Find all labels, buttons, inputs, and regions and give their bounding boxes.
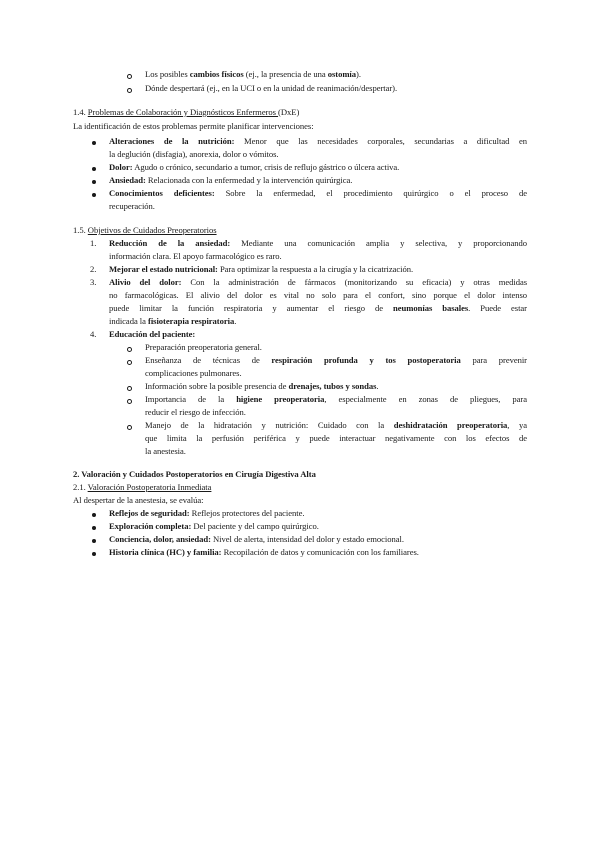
circle-bullet-icon bbox=[127, 386, 132, 391]
assessment-item-consciousness: Conciencia, dolor, ansiedad: Nivel de alerta, intensidad del dolor y estado emocional. bbox=[109, 534, 404, 544]
bullet-icon bbox=[92, 513, 96, 517]
dx-item-knowledge-line1: Conocimientos deficientes: Sobre la enfermedad, el procedimiento quirúrgico o el proceso de bbox=[109, 188, 527, 198]
education-item-hydration-line3: la anestesia. bbox=[145, 446, 186, 456]
dx-item-anxiety: Ansiedad: Relacionada con la enfermedad y la intervención quirúrgica. bbox=[109, 175, 353, 185]
section-2-heading: 2. Valoración y Cuidados Postoperatorios en Cirugía Digestiva Alta bbox=[73, 469, 316, 479]
section-1-4-heading: 1.4. Problemas de Colaboración y Diagnósticos Enfermeros (DxE) bbox=[73, 107, 300, 117]
bullet-icon bbox=[92, 180, 96, 184]
circle-bullet-icon bbox=[127, 88, 132, 93]
dx-item-nutrition-line1: Alteraciones de la nutrición: Menor que las necesidades corporales, secundarias a dificultad en bbox=[109, 136, 527, 146]
circle-bullet-icon bbox=[127, 347, 132, 352]
objective-number: 2. bbox=[90, 264, 97, 274]
circle-bullet-icon bbox=[127, 360, 132, 365]
circle-bullet-icon bbox=[127, 425, 132, 430]
education-item-drains: Información sobre la posible presencia de drenajes, tubos y sondas. bbox=[145, 381, 379, 391]
objective-education: Educación del paciente: bbox=[109, 329, 196, 339]
education-item-general: Preparación preoperatoria general. bbox=[145, 342, 262, 352]
bullet-icon bbox=[92, 167, 96, 171]
objective-number: 1. bbox=[90, 238, 97, 248]
circle-bullet-icon bbox=[127, 399, 132, 404]
bullet-icon bbox=[92, 193, 96, 197]
section-2-1-intro: Al despertar de la anestesia, se evalúa: bbox=[73, 495, 204, 505]
education-item-hygiene-line1: Importancia de la higiene preoperatoria, especialmente en zonas de pliegues, para bbox=[145, 394, 527, 404]
objective-pain-line3: puede limitar la función respiratoria y aumentar el riesgo de neumonías basales. Puede estar bbox=[109, 303, 527, 313]
bullet-icon bbox=[92, 141, 96, 145]
dx-item-pain: Dolor: Agudo o crónico, secundario a tumor, crisis de reflujo gástrico o úlcera activa. bbox=[109, 162, 400, 172]
section-2-1-heading: 2.1. Valoración Postoperatoria Inmediata bbox=[73, 482, 212, 492]
education-item-hygiene-line2: reducir el riesgo de infección. bbox=[145, 407, 246, 417]
assessment-item-history: Historia clínica (HC) y familia: Recopilación de datos y comunicación con los familiares. bbox=[109, 547, 419, 557]
section-1-5-heading: 1.5. Objetivos de Cuidados Preoperatorios bbox=[73, 225, 217, 235]
objective-number: 3. bbox=[90, 277, 97, 287]
assessment-item-reflexes: Reflejos de seguridad: Reflejos protectores del paciente. bbox=[109, 508, 305, 518]
objective-pain-line4: indicada la fisioterapia respiratoria. bbox=[109, 316, 237, 326]
bullet-icon bbox=[92, 552, 96, 556]
top-item-wake-location: Dónde despertará (ej., en la UCI o en la unidad de reanimación/despertar). bbox=[145, 83, 398, 93]
objective-anxiety-line2: información clara. El apoyo farmacológico es raro. bbox=[109, 251, 282, 261]
education-item-hydration-line2: que limita la perfusión periférica y puede interactuar negativamente con los efectos de bbox=[145, 433, 527, 443]
bullet-icon bbox=[92, 526, 96, 530]
dx-item-knowledge-line2: recuperación. bbox=[109, 201, 155, 211]
objective-number: 4. bbox=[90, 329, 97, 339]
section-1-4-intro: La identificación de estos problemas permite planificar intervenciones: bbox=[73, 121, 314, 131]
education-item-hydration-line1: Manejo de la hidratación y nutrición: Cuidado con la deshidratación preoperatoria, ya bbox=[145, 420, 527, 430]
education-item-breathing-line1: Enseñanza de técnicas de respiración profunda y tos postoperatoria para prevenir bbox=[145, 355, 527, 365]
circle-bullet-icon bbox=[127, 74, 132, 79]
objective-pain-line2: no farmacológicas. El alivio del dolor es vital no solo para el confort, sino porque el dolor intenso bbox=[109, 290, 527, 300]
objective-pain-line1: Alivio del dolor: Con la administración de fármacos (monitorizando su eficacia) y otras medidas bbox=[109, 277, 527, 287]
objective-nutrition: Mejorar el estado nutricional: Para optimizar la respuesta a la cirugía y la cicatrización. bbox=[109, 264, 414, 274]
dx-item-nutrition-line2: la deglución (disfagia), anorexia, dolor o vómitos. bbox=[109, 149, 279, 159]
assessment-item-exploration: Exploración completa: Del paciente y del campo quirúrgico. bbox=[109, 521, 319, 531]
objective-anxiety-line1: Reducción de la ansiedad: Mediante una comunicación amplia y selectiva, y proporcionando bbox=[109, 238, 527, 248]
education-item-breathing-line2: complicaciones pulmonares. bbox=[145, 368, 242, 378]
bullet-icon bbox=[92, 539, 96, 543]
top-item-physical-changes: Los posibles cambios físicos (ej., la presencia de una ostomía). bbox=[145, 69, 361, 79]
